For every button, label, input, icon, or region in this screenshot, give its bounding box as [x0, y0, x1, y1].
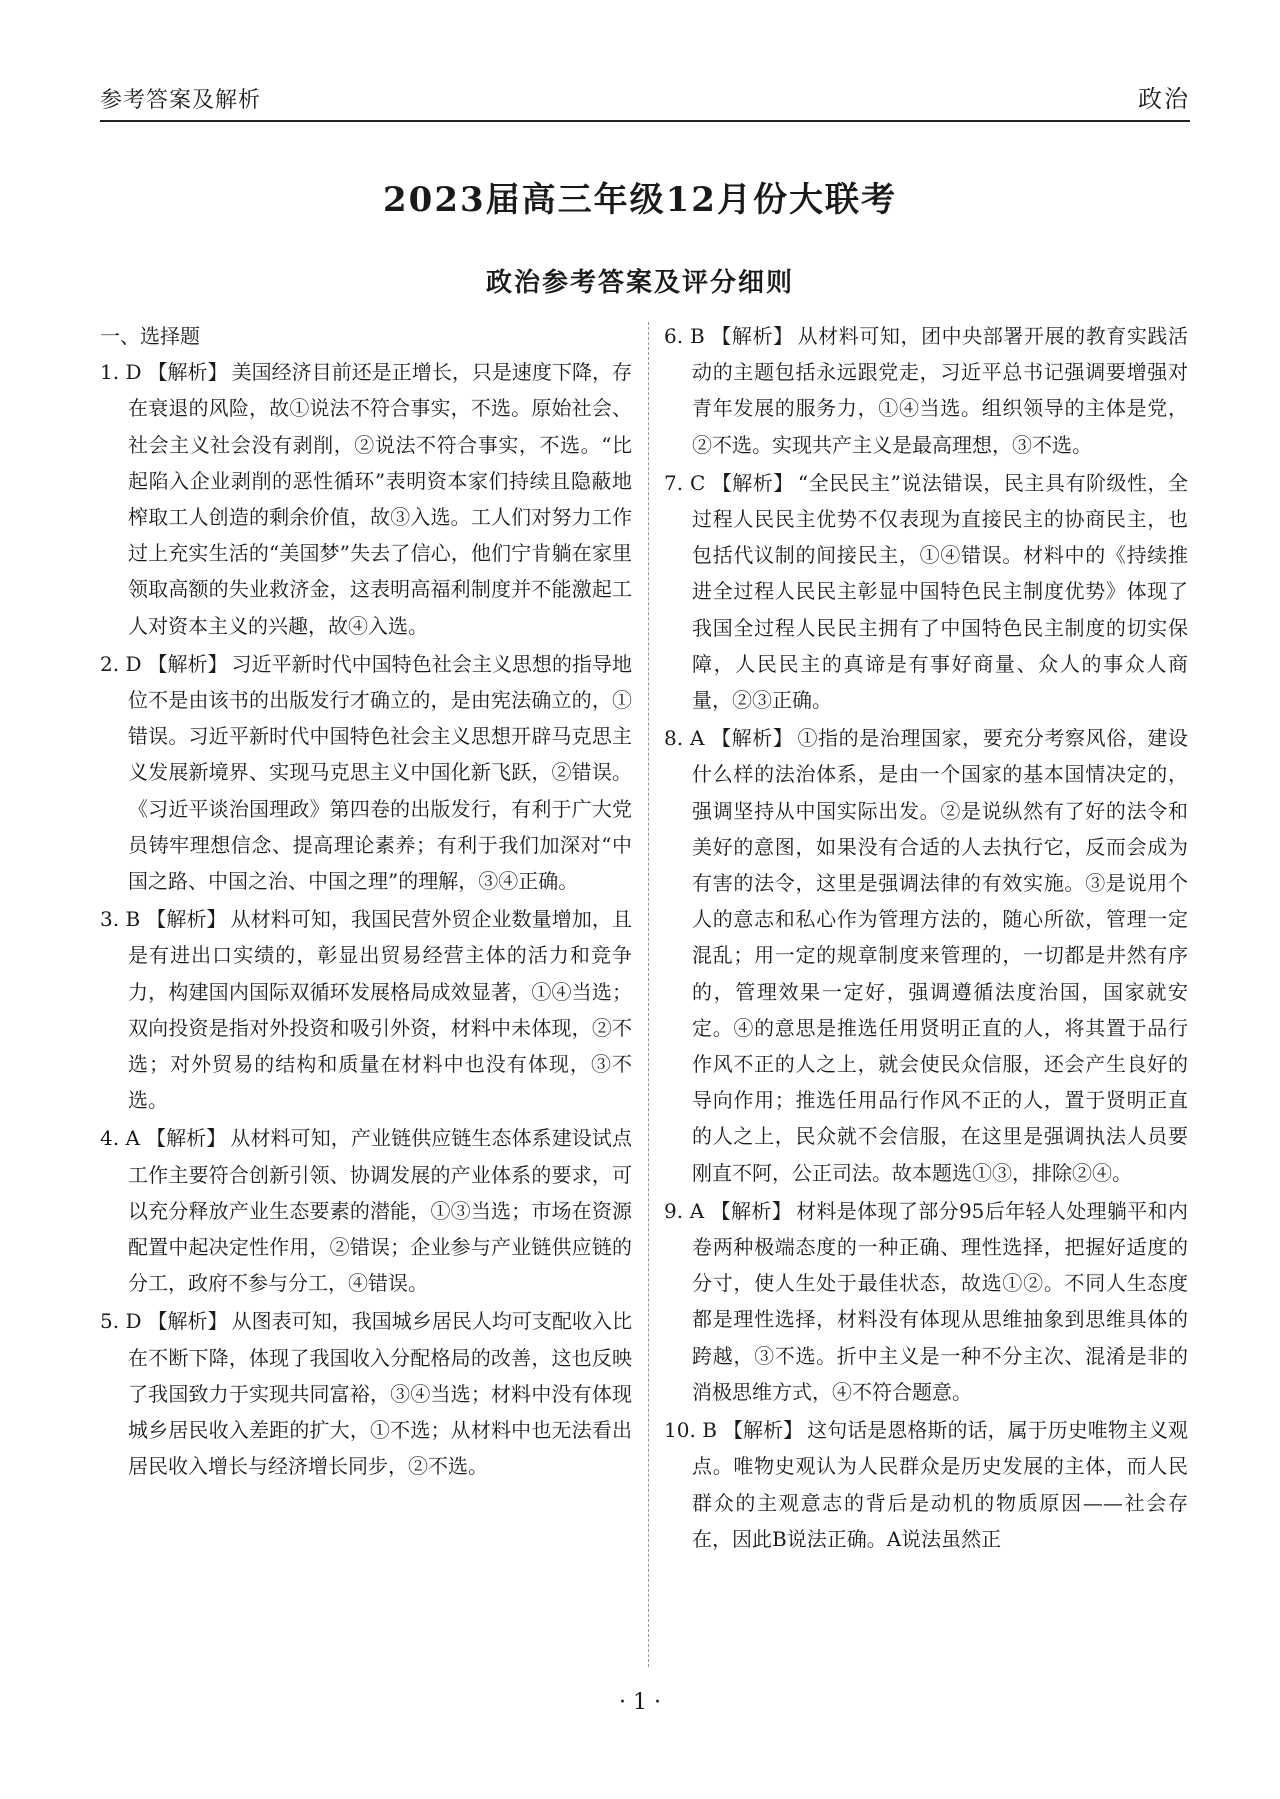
answer-number: 2. D: [100, 651, 142, 676]
answer-text: “全民民主”说法错误，民主具有阶级性，全过程人民民主优势不仅表现为直接民主的协商民主，也包括代议制的间接民主，①④错误。材料中的《持续推进全过程人民民主彰显中国特色民主制度优势》体现了我国全过程人民民主拥有了中国特色民主制度的切实保障，人民民主的真谛是有事好商量、众人的事众人商量，②③正确。: [692, 470, 1189, 713]
analysis-tag: 【解析】: [147, 651, 228, 676]
answer-number: 6. B: [664, 324, 705, 348]
right-column: [664, 318, 1188, 1559]
answer-item-10: [664, 1412, 1188, 1557]
answer-number: 1. D: [100, 360, 142, 385]
answer-number: 5. D: [100, 1309, 142, 1334]
page-subtitle: 政治参考答案及评分细则: [485, 268, 794, 298]
answer-item-6: [664, 318, 1188, 463]
answer-number: 9. A: [664, 1198, 705, 1223]
answer-item-1: [100, 354, 632, 644]
analysis-tag: 【解析】: [147, 1309, 228, 1334]
answer-text: 这句话是恩格斯的话，属于历史唯物主义观点。唯物史观认为人民群众是历史发展的主体，而人民群众的主观意志的背后是动机的物质原因——社会存在，因此B说法正确。A说法虽然正: [692, 1418, 1188, 1551]
answer-number: 10. B: [664, 1418, 717, 1443]
answer-text: 从图表可知，我国城乡居民人均可支配收入比在不断下降，体现了我国收入分配格局的改善，这也反映了我国致力于实现共同富裕，③④当选；材料中没有体现城乡居民收入差距的扩大，①不选；从材料中也无法看出居民收入增长与经济增长同步，②不选。: [128, 1309, 633, 1479]
answer-text: ①指的是治理国家，要充分考察风俗，建设什么样的法治体系，是由一个国家的基本国情决定的，强调坚持从中国实际出发。②是说纵然有了好的法令和美好的意图，如果没有合适的人去执行它，反而会成为有害的法令，这里是强调法律的有效实施。③是说用个人的意志和私心作为管理方法的，随心所欲，管理一定混乱；用一定的规章制度来管理的，一切都是井然有序的，管理效果一定好，强调遵循法度治国，国家就安定。④的意思是推选任用贤明正直的人，将其置于品行作风不正的人之上，就会使民众信服，还会产生良好的导向作用；推选任用品行作风不正的人，置于贤明正直的人之上，民众就不会信服，在这里是强调执法人员要刚直不阿，公正司法。故本题选①③，排除②④。: [692, 726, 1189, 1185]
left-column: [100, 318, 632, 1487]
answer-text: 美国经济目前还是正增长，只是速度下降，存在衰退的风险，故①说法不符合事实，不选。原始社会、社会主义社会没有剥削，②说法不符合事实，不选。“比起陷入企业剥削的恶性循环”表明资本家们持续且隐蔽地榨取工人创造的剩余价值，故③入选。工人们对努力工作过上充实生活的“美国梦”失去了信心，他们宁肯躺在家里领取高额的失业救济金，这表明高福利制度并不能激起工人对资本主义的兴趣，故④入选。: [128, 360, 633, 638]
analysis-tag: 【解析】: [710, 726, 794, 751]
header-left-label: 参考答案及解析: [100, 88, 262, 113]
analysis-tag: 【解析】: [145, 1126, 227, 1151]
answer-item-5: [100, 1303, 632, 1484]
answer-item-8: [664, 720, 1188, 1191]
column-divider: [648, 322, 649, 1667]
answer-item-9: [664, 1193, 1188, 1410]
analysis-tag: 【解析】: [146, 907, 227, 932]
analysis-tag: 【解析】: [710, 324, 794, 348]
answer-number: 7. C: [664, 470, 706, 495]
answer-text: 从材料可知，我国民营外贸企业数量增加，且是有进出口实绩的，彰显出贸易经营主体的活力和竞争力，构建国内国际双循环发展格局成效显著，①④当选；双向投资是指对外投资和吸引外资，材料中未体现，②不选；对外贸易的结构和质量在材料中也没有体现，③不选。: [128, 907, 633, 1113]
answer-text: 材料是体现了部分95后年轻人处理躺平和内卷两种极端态度的一种正确、理性选择，把握好适度的分寸，使人生处于最佳状态，故选①②。不同人生态度都是理性选择，材料没有体现从思维抽象到思维具体的跨越，③不选。折中主义是一种不分主次、混淆是非的消极思维方式，④不符合题意。: [692, 1198, 1189, 1404]
running-header: [100, 80, 1190, 122]
answer-item-4: [100, 1120, 632, 1301]
analysis-tag: 【解析】: [722, 1418, 804, 1443]
answer-item-2: [100, 646, 632, 899]
page-title: 2023届高三年级12月份大联考: [383, 180, 897, 220]
page-number: · 1 ·: [619, 1690, 661, 1715]
analysis-tag: 【解析】: [147, 360, 228, 385]
answer-number: 3. B: [100, 907, 141, 932]
analysis-tag: 【解析】: [711, 470, 794, 495]
answer-item-7: [664, 465, 1188, 718]
answer-item-3: [100, 901, 632, 1118]
answer-text: 从材料可知，团中央部署开展的教育实践活动的主题包括永远跟党走，习近平总书记强调要增强对青年发展的服务力，①④当选。组织领导的主体是党，②不选。实现共产主义是最高理想，③不选。: [692, 324, 1189, 457]
header-subject-label: 政治: [1138, 85, 1190, 113]
answer-text: 习近平新时代中国特色社会主义思想的指导地位不是由该书的出版发行才确立的，是由宪法确立的，①错误。习近平新时代中国特色社会主义思想开辟马克思主义发展新境界、实现马克思主义中国化新飞跃，②错误。《习近平谈治国理政》第四卷的出版发行，有利于广大党员铸牢理想信念、提高理论素养；有利于我们加深对“中国之路、中国之治、中国之理”的理解，③④正确。: [128, 651, 633, 894]
section-heading: 一、选择题: [100, 324, 200, 348]
answer-number: 8. A: [664, 726, 705, 751]
analysis-tag: 【解析】: [710, 1198, 793, 1223]
answer-number: 4. A: [100, 1126, 140, 1151]
answer-text: 从材料可知，产业链供应链生态体系建设试点工作主要符合创新引领、协调发展的产业体系的要求，可以充分释放产业生态要素的潜能，①③当选；市场在资源配置中起决定性作用，②错误；企业参与产业链供应链的分工，政府不参与分工，④错误。: [128, 1126, 632, 1296]
